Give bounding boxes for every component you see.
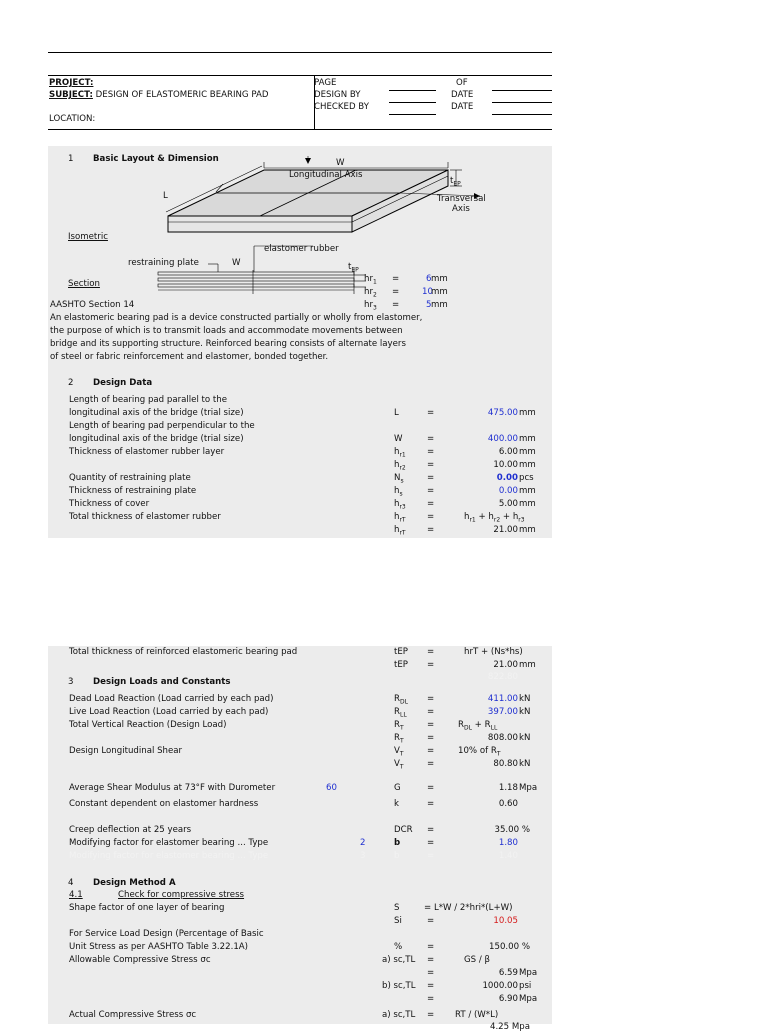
- design-data-value: 10.00: [493, 460, 518, 470]
- formula-sub: r1: [469, 516, 476, 524]
- description-line-2: the purpose of which is to transmit loads and accommodate movements between: [50, 326, 403, 336]
- subject-value: DESIGN OF ELASTOMERIC BEARING PAD: [95, 90, 269, 100]
- g-equals: =: [427, 783, 435, 793]
- design-data-symbol-sub: s: [400, 477, 404, 485]
- b-unit-psi: psi: [519, 981, 532, 991]
- design-data-symbol-base: h: [394, 512, 400, 522]
- hr1-value: 6: [426, 274, 432, 284]
- creep-desc: Creep deflection at 25 years: [69, 825, 192, 835]
- tep-row1-equals: =: [427, 647, 435, 657]
- hr2-text: hr: [364, 287, 373, 297]
- g-symbol: G: [394, 783, 401, 793]
- design-data-value: 6.00: [498, 447, 518, 457]
- elastomer-rubber-label: elastomer rubber: [264, 244, 339, 254]
- load-desc: Total Vertical Reaction (Design Load): [69, 720, 227, 730]
- creep-equals: =: [427, 825, 435, 835]
- load-symbol-sub: T: [399, 750, 404, 758]
- sheet-page-1: [48, 146, 552, 538]
- k-desc: Constant dependent on elastomer hardness: [69, 799, 259, 809]
- design-by-field-line: [389, 102, 436, 103]
- design-data-equals: =: [427, 434, 435, 444]
- a-formula: GS / β: [464, 955, 490, 965]
- creep-unit: %: [521, 825, 530, 835]
- load-symbol-base: V: [394, 746, 400, 756]
- hr1-text: hr: [364, 274, 373, 284]
- tep-row2-equals: =: [427, 660, 435, 670]
- design-data-symbol: [394, 525, 406, 537]
- modifying-type: 2: [360, 838, 366, 848]
- section-label: Section: [68, 279, 100, 289]
- design-data-symbol-sub: r2: [399, 464, 406, 472]
- pct-unit: %: [521, 942, 530, 952]
- formula-base: h: [512, 512, 519, 522]
- section1-number: 1: [68, 154, 74, 164]
- load-value: 411.00: [487, 694, 518, 704]
- design-data-equals: =: [427, 486, 435, 496]
- pct-number: 150.00: [489, 942, 520, 952]
- axis-label: Axis: [452, 204, 470, 214]
- hr3-sub: 3: [372, 304, 377, 312]
- formula-sub: DL: [463, 724, 472, 732]
- pct-symbol: %: [394, 942, 403, 952]
- tep-label: [450, 176, 461, 188]
- design-data-symbol-base: h: [394, 525, 400, 535]
- design-data-value: 5.00: [498, 499, 518, 509]
- subject-label: SUBJECT:: [49, 90, 93, 100]
- design-data-symbol-sub: r3: [399, 503, 406, 511]
- design-data-unit: mm: [519, 447, 536, 457]
- design-data-symbol: W: [394, 434, 403, 444]
- hr3-unit: mm: [431, 300, 448, 310]
- hr1-sub: 1: [372, 278, 377, 286]
- b-unit-mpa: Mpa: [519, 994, 538, 1004]
- load-desc: Live Load Reaction (Load carried by each pad): [69, 707, 269, 717]
- g-unit: Mpa: [519, 783, 538, 793]
- section4-number: 4: [68, 878, 74, 888]
- allowable-desc: Allowable Compressive Stress σc: [69, 955, 211, 965]
- design-data-unit: mm: [519, 460, 536, 470]
- actual-formula: RT / (W*L): [455, 1010, 499, 1020]
- load-symbol-base: R: [394, 720, 400, 730]
- modifying-symbol: b: [394, 838, 401, 848]
- load-symbol-sub: T: [399, 737, 404, 745]
- date-field-line-1: [492, 102, 552, 103]
- hr3-text: hr: [364, 300, 373, 310]
- subsection-title: Check for compressive stress: [118, 890, 245, 900]
- modifying-factor-desc-2: Modifying factor for elastomer bearing ... Type: [69, 851, 269, 861]
- tep-unit: mm: [519, 660, 536, 670]
- design-data-desc: Quantity of restraining plate: [69, 473, 191, 483]
- design-data-desc: Length of bearing pad parallel to the: [69, 395, 228, 405]
- header-divider: [48, 75, 552, 76]
- design-data-symbol: [394, 512, 406, 524]
- k-symbol: k: [394, 799, 399, 809]
- hr2-sub: 2: [372, 291, 377, 299]
- design-data-unit: mm: [519, 499, 536, 509]
- b-mpa-equals: =: [427, 994, 435, 1004]
- section3-title: Design Loads and Constants: [93, 677, 231, 687]
- load-symbol-base: R: [394, 733, 400, 743]
- design-data-value: 21.00: [493, 525, 518, 535]
- design-data-symbol: [394, 499, 406, 511]
- page-field-line: [389, 90, 436, 91]
- date-label-1: DATE: [451, 90, 474, 100]
- hr3-symbol: [364, 300, 377, 312]
- total-reinforced-desc: Total thickness of reinforced elastomeric bearing pad: [69, 647, 298, 657]
- design-data-unit: mm: [519, 434, 536, 444]
- design-data-desc: Thickness of cover: [69, 499, 150, 509]
- l-dimension-label: L: [163, 191, 168, 201]
- creep-number: 35.00: [494, 825, 520, 835]
- load-equals: =: [427, 694, 435, 704]
- design-data-equals: =: [427, 473, 435, 483]
- checked-by-label: CHECKED BY: [314, 102, 369, 112]
- load-symbol-sub: T: [399, 763, 404, 771]
- hr1-equals: =: [392, 274, 400, 284]
- subject-line: [49, 90, 268, 100]
- design-data-unit: mm: [519, 486, 536, 496]
- formula-base: R: [484, 720, 491, 730]
- load-desc: Dead Load Reaction (Load carried by each pad): [69, 694, 274, 704]
- of-field-line: [492, 90, 552, 91]
- load-equals: =: [427, 733, 435, 743]
- load-symbol-sub: T: [399, 724, 404, 732]
- longitudinal-axis-label: Longitudinal Axis: [289, 170, 363, 180]
- tep-section-label: [348, 262, 359, 274]
- formula-text: 10% of: [458, 746, 491, 756]
- description-line-3: bridge and its supporting structure. Reinforced bearing consists of alternate layers: [50, 339, 406, 349]
- design-data-equals: =: [427, 460, 435, 470]
- load-unit: kN: [519, 707, 531, 717]
- modifying-equals: =: [427, 838, 435, 848]
- sheet-page-2: [48, 646, 552, 1032]
- k-equals: =: [427, 799, 435, 809]
- design-data-equals: =: [427, 408, 435, 418]
- pct-value: [478, 942, 530, 952]
- design-data-symbol-sub: rT: [399, 529, 406, 537]
- design-data-symbol: [394, 486, 403, 498]
- tep-value: 21.00: [493, 660, 518, 670]
- section1-title: Basic Layout & Dimension: [93, 154, 219, 164]
- design-data-unit: pcs: [519, 473, 534, 483]
- tep-subscript: EP: [453, 180, 461, 188]
- design-data-unit: mm: [519, 525, 536, 535]
- load-symbol: [394, 707, 407, 719]
- load-value: 397.00: [487, 707, 518, 717]
- formula-base: R: [490, 746, 497, 756]
- a-symbol: a) sc,TL: [382, 955, 416, 965]
- b-value-psi: 1000.00: [482, 981, 518, 991]
- g-value: 1.18: [498, 783, 518, 793]
- tep-row1-symbol: tEP: [394, 647, 408, 657]
- tep-symbol: t: [450, 176, 454, 186]
- modifying-factor-desc: Modifying factor for elastomer bearing ... Type: [69, 838, 269, 848]
- a-unit: Mpa: [519, 968, 538, 978]
- shear-modulus-desc: Average Shear Modulus at 73°F with Durometer: [69, 783, 276, 793]
- load-unit: kN: [519, 694, 531, 704]
- design-data-value: 0.00: [498, 486, 518, 496]
- load-symbol: [394, 720, 404, 732]
- design-data-desc: Thickness of restraining plate: [69, 486, 197, 496]
- modifying-symbol-2: b: [394, 851, 400, 861]
- a-value-equals: =: [427, 968, 435, 978]
- design-data-symbol-sub: r1: [399, 451, 406, 459]
- load-formula: [458, 746, 501, 758]
- a-value: 6.59: [498, 968, 518, 978]
- design-data-value: 475.00: [487, 408, 518, 418]
- design-by-label: DESIGN BY: [314, 90, 361, 100]
- w-dimension-label: W: [336, 158, 345, 168]
- description-line-4: of steel or fabric reinforcement and elastomer, bonded together.: [50, 352, 329, 362]
- load-symbol: [394, 694, 408, 706]
- load-symbol-base: R: [394, 694, 400, 704]
- isometric-label: Isometric: [68, 232, 108, 242]
- hr2-unit: mm: [431, 287, 448, 297]
- hr3-value: 5: [426, 300, 432, 310]
- hidden-value: 822.80: [487, 672, 518, 682]
- design-data-value: 400.00: [487, 434, 518, 444]
- design-data-symbol-base: h: [394, 486, 400, 496]
- service-desc-1: For Service Load Design (Percentage of Basic: [69, 929, 264, 939]
- formula-base: R: [458, 720, 464, 730]
- modifying-value-2: 1.40: [498, 851, 518, 861]
- b-value-mpa: 6.90: [498, 994, 518, 1004]
- actual-desc: Actual Compressive Stress σc: [69, 1010, 197, 1020]
- load-formula: [458, 720, 497, 732]
- design-data-symbol-base: h: [394, 499, 400, 509]
- k-value: 0.60: [498, 799, 518, 809]
- formula-plus: +: [475, 512, 489, 522]
- actual-symbol: a) sc,TL: [382, 1010, 416, 1020]
- design-data-formula: [464, 512, 525, 524]
- actual-value-cut: 4.25 Mpa: [489, 1022, 530, 1032]
- date-label-2: DATE: [451, 102, 474, 112]
- subsection-number: 4.1: [69, 890, 83, 900]
- design-data-value: 0.00: [496, 473, 518, 483]
- formula-sub: r2: [493, 516, 501, 524]
- hr1-symbol: [364, 274, 377, 286]
- design-data-desc: longitudinal axis of the bridge (trial size): [69, 434, 244, 444]
- section3-number: 3: [68, 677, 74, 687]
- load-value: 808.00: [487, 733, 518, 743]
- design-data-symbol: [394, 447, 406, 459]
- design-data-symbol: [394, 460, 406, 472]
- si-equals: =: [427, 916, 435, 926]
- service-desc-2: Unit Stress as per AASHTO Table 3.22.1A): [69, 942, 249, 952]
- load-symbol: [394, 733, 404, 745]
- creep-symbol: DCR: [394, 825, 413, 835]
- design-data-symbol-base: h: [394, 447, 400, 457]
- b-symbol: b) sc,TL: [382, 981, 416, 991]
- load-equals: =: [427, 746, 435, 756]
- formula-sub: T: [496, 750, 501, 758]
- restraining-plate-label: restraining plate: [128, 258, 199, 268]
- formula-sub: r3: [518, 516, 525, 524]
- hr2-symbol: [364, 287, 377, 299]
- design-data-equals: =: [427, 499, 435, 509]
- tep-section-subscript: EP: [351, 266, 359, 274]
- design-data-desc: Length of bearing pad perpendicular to the: [69, 421, 255, 431]
- design-data-symbol: [394, 473, 404, 485]
- load-unit: kN: [519, 759, 531, 769]
- design-data-desc: Total thickness of elastomer rubber: [69, 512, 221, 522]
- load-symbol-base: R: [394, 707, 400, 717]
- load-desc: Design Longitudinal Shear: [69, 746, 183, 756]
- project-label: PROJECT:: [49, 78, 94, 88]
- description-line-1: An elastomeric bearing pad is a device constructed partially or wholly from elastomer,: [50, 313, 423, 323]
- tep-section-symbol: t: [348, 262, 352, 272]
- design-data-symbol-sub: rT: [399, 516, 406, 524]
- formula-base: h: [488, 512, 494, 522]
- load-symbol: [394, 746, 404, 758]
- design-data-symbol-base: h: [394, 460, 400, 470]
- modifying-type-2: 3: [360, 851, 366, 861]
- actual-equals: =: [427, 1010, 435, 1020]
- load-value: 80.80: [493, 759, 518, 769]
- section4-title: Design Method A: [93, 878, 176, 888]
- load-equals: =: [427, 759, 435, 769]
- transversal-label: Transversal: [437, 194, 486, 204]
- of-label: OF: [456, 78, 468, 88]
- design-data-symbol-sub: s: [399, 490, 403, 498]
- page-label: PAGE: [314, 78, 337, 88]
- load-equals: =: [427, 720, 435, 730]
- section2-number: 2: [68, 378, 74, 388]
- design-data-equals: =: [427, 512, 435, 522]
- shape-factor-desc: Shape factor of one layer of bearing: [69, 903, 225, 913]
- a-equals: =: [427, 955, 435, 965]
- pct-equals: =: [427, 942, 435, 952]
- formula-text: +: [471, 720, 485, 730]
- title-block: [48, 52, 552, 130]
- hr2-value: 10: [422, 287, 433, 297]
- aashto-reference: AASHTO Section 14: [50, 300, 135, 310]
- location-label: LOCATION:: [49, 114, 96, 124]
- load-symbol-sub: LL: [399, 711, 407, 719]
- tep-row2-symbol: tEP: [394, 660, 408, 670]
- design-data-desc: longitudinal axis of the bridge (trial size): [69, 408, 244, 418]
- s-symbol: S: [394, 903, 400, 913]
- load-symbol-base: V: [394, 759, 400, 769]
- hr2-equals: =: [392, 287, 400, 297]
- formula-base: h: [464, 512, 470, 522]
- modifying-value: 1.80: [498, 838, 518, 848]
- durometer-value: 60: [326, 783, 337, 793]
- tep-formula: hrT + (Ns*hs): [464, 647, 523, 657]
- design-data-symbol-base: N: [394, 473, 401, 483]
- section2-title: Design Data: [93, 378, 153, 388]
- load-symbol: [394, 759, 404, 771]
- design-data-equals: =: [427, 447, 435, 457]
- load-unit: kN: [519, 733, 531, 743]
- design-data-unit: mm: [519, 408, 536, 418]
- s-formula-text: L*W / 2*hri*(L+W): [433, 903, 513, 913]
- si-value: 10.05: [493, 916, 518, 926]
- design-data-symbol: L: [394, 408, 399, 418]
- si-symbol: Si: [394, 916, 402, 926]
- design-data-equals: =: [427, 525, 435, 535]
- load-symbol-sub: DL: [399, 698, 408, 706]
- b-equals: =: [427, 981, 435, 991]
- checked-by-field-line: [389, 114, 436, 115]
- formula-sub: LL: [490, 724, 498, 732]
- s-formula: = L*W / 2*hri*(L+W): [424, 903, 513, 913]
- hr1-unit: mm: [431, 274, 448, 284]
- design-data-desc: Thickness of elastomer rubber layer: [69, 447, 225, 457]
- w-section-label: W: [232, 258, 241, 268]
- load-equals: =: [427, 707, 435, 717]
- hr3-equals: =: [392, 300, 400, 310]
- date-field-line-2: [492, 114, 552, 115]
- creep-value: [478, 825, 530, 835]
- formula-plus: +: [500, 512, 513, 522]
- modifying-equals-2: =: [427, 851, 435, 861]
